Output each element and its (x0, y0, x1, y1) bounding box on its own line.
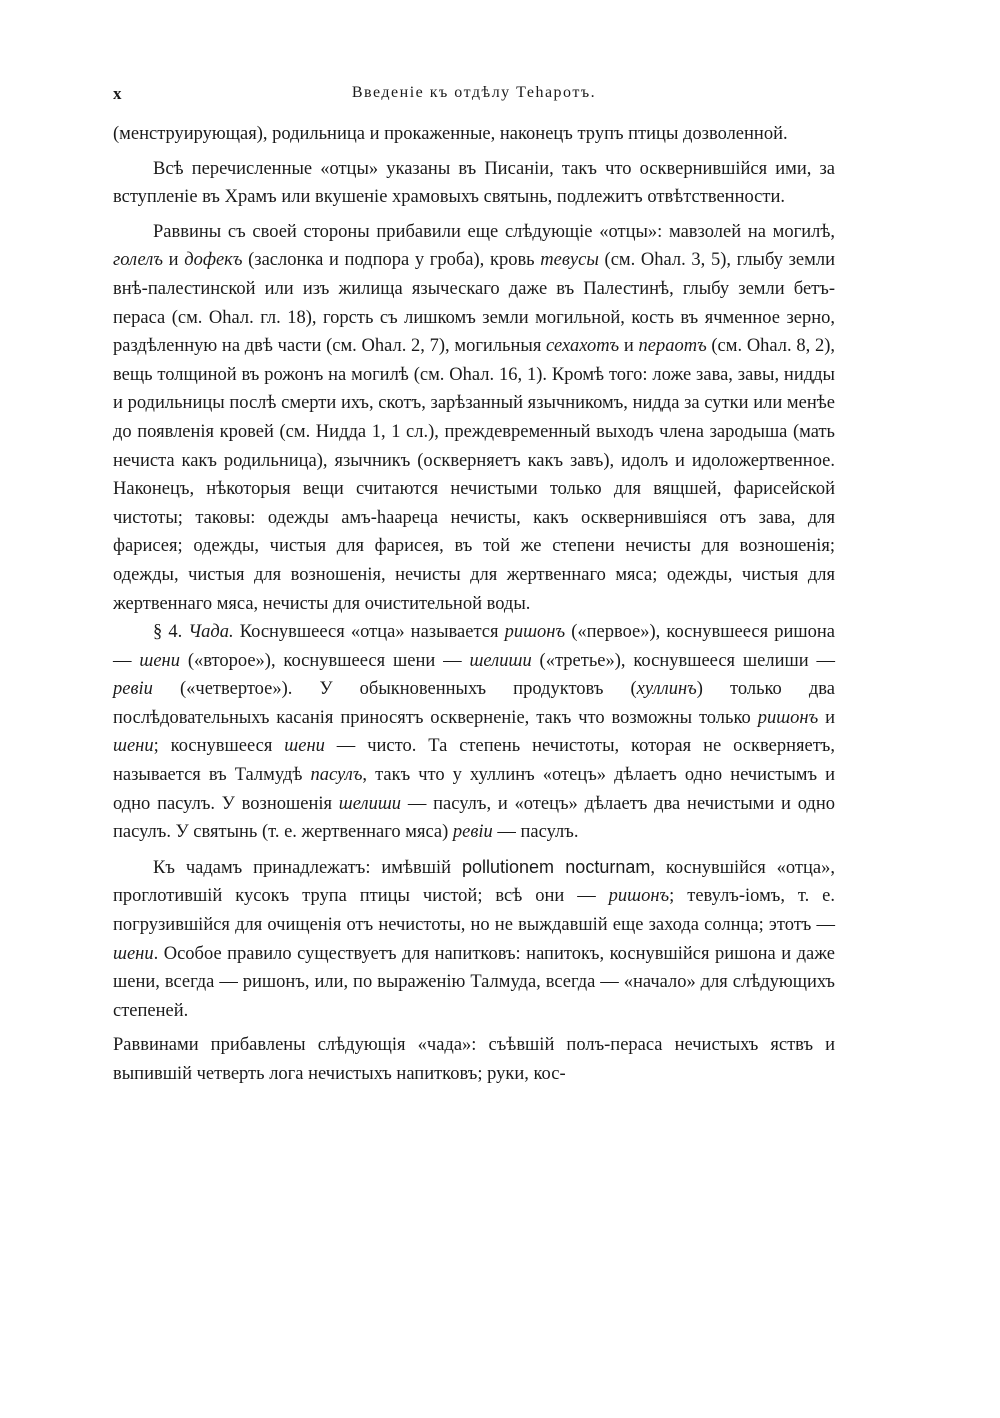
text-run: — чисто. Та степень нечистоты, которая не оскверняетъ, называется въ Талмудѣ (113, 736, 835, 786)
text-run: и (162, 250, 185, 271)
italic-term: сехахотъ (546, 336, 620, 357)
italic-term: шелиши (469, 650, 532, 671)
text-run: — пасулъ. (492, 822, 579, 843)
italic-term: тевусы (540, 250, 599, 271)
text-run: Коснувшееся «отца» называется (233, 622, 505, 643)
italic-term: шелиши (338, 793, 402, 814)
italic-term: ревіи (452, 822, 493, 843)
text-run: («третье»), коснувшееся шелиши — (531, 650, 836, 671)
italic-term: пераотъ (638, 336, 707, 357)
text-run: («четвертое»). У обыкновенныхъ продуктовъ ( (152, 679, 637, 700)
text-run: Всѣ перечисленные «отцы» указаны въ Писаніи, такъ что осквернившійся ими, за вступленіе въ Храмъ или вкушеніе храмовыхъ святынь, подлежитъ отвѣтственности. (113, 158, 835, 208)
italic-term: ришонъ (504, 622, 566, 643)
italic-term: Чада. (188, 622, 234, 643)
running-title: Введеніе къ отдѣлу Теһаротъ. (351, 84, 597, 101)
italic-term: шени (139, 650, 180, 671)
italic-term: ревіи (113, 679, 153, 700)
text-run: ) только два послѣдовательныхъ касанія приносятъ оскверненіе, такъ что возможны только (113, 679, 836, 728)
paragraph (113, 618, 835, 847)
italic-term: хуллинъ (636, 679, 697, 700)
text-run: (менструирующая), родильница и прокаженные, наконецъ трупъ птицы дозволенной. (113, 124, 788, 144)
italic-term: пасулъ (310, 765, 363, 786)
body-text (113, 120, 835, 1089)
text-run: и (619, 336, 639, 357)
text-run: ; тевулъ-іомъ, т. е. погрузившійся для очищенія отъ нечистоты, но не выждавшій еще захода солнца; этотъ — (113, 886, 835, 936)
italic-term: шени (113, 736, 154, 757)
text-run: («второе»), коснувшееся шени — (179, 650, 470, 671)
text-run: («первое»), коснувшееся ришона — (113, 622, 835, 671)
text-run: и (818, 707, 836, 728)
italic-term: голелъ (113, 250, 163, 271)
latin-term: pollutionem nocturnam (461, 856, 651, 877)
text-run: , коснувшійся «отца», проглотившій кусокъ трупа птицы чистой; всѣ они — (113, 857, 835, 907)
italic-term: ришонъ (757, 707, 819, 728)
paragraph (113, 218, 835, 618)
text-run: , такъ что у хуллинъ «отецъ» дѣлаетъ одно нечистымъ и одно пасулъ. У возношенія (113, 765, 835, 814)
paragraph (113, 120, 835, 149)
italic-term: шени (113, 943, 154, 964)
text-run: (заслонка и подпора у гроба), кровь (242, 250, 541, 271)
paragraph (113, 155, 835, 212)
page-number: x (113, 84, 122, 103)
text-run: (см. Оһал. 3, 5), глыбу земли внѣ-палестинской или изъ жилища языческаго даже въ Палестинѣ, глыбу земли бетъ-пераса (см. Оһал. гл. 18), горсть съ лишкомъ земли могильной, кость въ ячменное зерно, раздѣленную на двѣ части (см. Оһал. 2, 7), могильныя (113, 250, 835, 357)
text-run: . Особое правило существуетъ для напитковъ: напитокъ, коснувшійся ришона и даже шени, всегда — ришонъ, или, по выраженію Талмуда, всегда — «начало» для слѣдующихъ степеней. (113, 943, 835, 1021)
italic-term: ришонъ (608, 886, 670, 907)
paragraph (113, 853, 835, 1026)
page-header (113, 84, 835, 110)
italic-term: дофекъ (184, 250, 243, 271)
text-run: Къ чадамъ принадлежатъ: имѣвшій (153, 857, 462, 878)
text-run: § 4. (153, 622, 189, 643)
text-run: Раввинами прибавлены слѣдующія «чада»: съѣвшій полъ-пераса нечистыхъ яствъ и выпившій четверть лога нечистыхъ напитковъ; руки, кос- (113, 1035, 835, 1084)
text-run: (см. Оһал. 8, 2), вещь толщиной въ рожонъ на могилѣ (см. Оһал. 16, 1). Кромѣ того: ложе зава, завы, нидды и родильницы послѣ смерти ихъ, скотъ, зарѣзанный язычникомъ, нидда за сутки или менѣе до появленія кровей (см. Нидда 1, 1 сл.), преждевременный выходъ члена зародыша (мать нечиста какъ родильница), язычникъ (оскверняетъ какъ завъ), идолъ и идоложертвенное. Наконецъ, нѣкоторыя вещи считаются нечистыми только для вящшей, фарисейской чистоты; таковы: одежды амъ-һаареца нечисты, какъ осквернившіяся отъ зава, для фарисея; одежды, чистыя для фарисея, въ той же степени нечисты для возношенія; одежды, чистыя для возношенія, нечисты для жертвеннаго мяса; одежды, чистыя для жертвеннаго мяса, нечисты для очистительной воды. (113, 336, 835, 614)
text-run: Раввины съ своей стороны прибавили еще слѣдующіе «отцы»: мавзолей на могилѣ, (153, 221, 835, 242)
text-run: — пасулъ, и «отецъ» дѣлаетъ два нечистыми и одно пасулъ. У святынь (т. е. жертвеннаго мяса) (113, 793, 835, 843)
text-run: ; коснувшееся (153, 736, 285, 757)
paragraph (113, 1031, 835, 1088)
italic-term: шени (284, 736, 325, 757)
